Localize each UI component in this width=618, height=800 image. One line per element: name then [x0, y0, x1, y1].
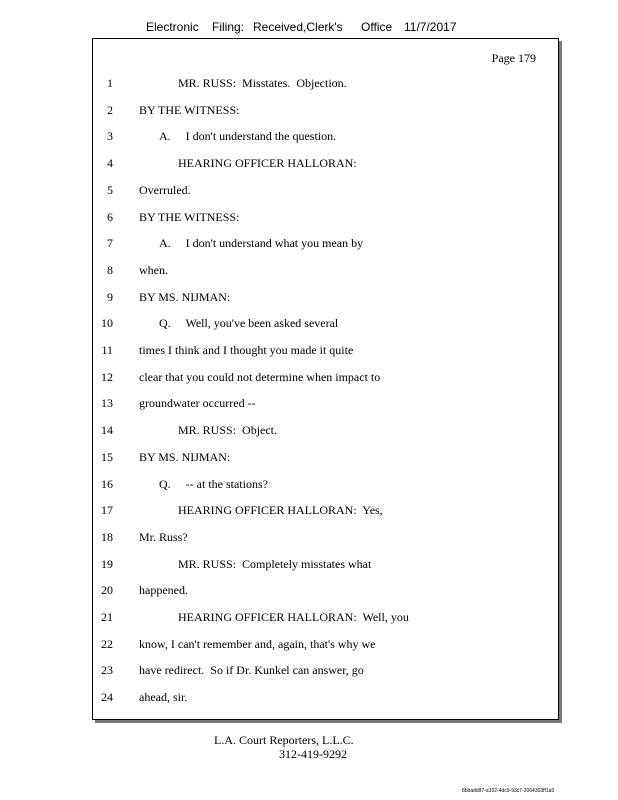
- line-text: ahead, sir.: [139, 690, 188, 705]
- filing-header-date: 11/7/2017: [404, 20, 457, 34]
- line-number: 13: [101, 396, 113, 411]
- line-number: 12: [101, 369, 113, 384]
- filing-header-word: Received,Clerk's: [253, 20, 343, 34]
- line-number: 7: [107, 236, 113, 251]
- line-text: Q. -- at the stations?: [159, 476, 268, 491]
- line-number: 8: [107, 262, 113, 277]
- footer-phone: 312-419-9292: [279, 747, 347, 761]
- line-number: 16: [101, 476, 113, 491]
- line-number: 15: [101, 449, 113, 464]
- line-text: Overruled.: [139, 182, 191, 197]
- line-text: groundwater occurred --: [139, 396, 256, 411]
- line-text: BY MS. NIJMAN:: [139, 289, 231, 304]
- line-text: MR. RUSS: Completely misstates what: [178, 556, 372, 571]
- line-text: HEARING OFFICER HALLORAN: Yes,: [178, 503, 383, 518]
- line-number: 10: [101, 316, 113, 331]
- line-number: 4: [107, 156, 113, 171]
- footer-firm: L.A. Court Reporters, L.L.C.: [214, 733, 354, 747]
- line-number: 19: [101, 556, 113, 571]
- line-text: A. I don't understand the question.: [159, 129, 337, 144]
- line-text: times I think and I thought you made it quite: [139, 343, 354, 357]
- line-text: know, I can't remember and, again, that's why we: [139, 636, 376, 651]
- line-text: HEARING OFFICER HALLORAN: Well, you: [178, 610, 409, 624]
- line-number: 22: [101, 636, 113, 651]
- filing-header-word: Electronic: [146, 20, 199, 34]
- line-text: when.: [139, 262, 168, 277]
- filing-header-word: Office: [361, 20, 393, 34]
- line-text: MR. RUSS: Object.: [178, 423, 278, 438]
- line-number: 3: [107, 129, 113, 144]
- line-text: BY THE WITNESS:: [139, 102, 240, 117]
- line-number: 5: [107, 182, 113, 197]
- line-number: 20: [101, 583, 113, 598]
- line-number: 18: [101, 529, 113, 544]
- line-number: 6: [107, 209, 113, 224]
- line-text: MR. RUSS: Misstates. Objection.: [178, 76, 347, 90]
- line-text: BY THE WITNESS:: [139, 209, 240, 224]
- document-hash: 8bbadd97-a102-4dc9-93c7-2064303ff1a9: [462, 788, 555, 794]
- line-text: HEARING OFFICER HALLORAN:: [178, 156, 357, 171]
- line-text: A. I don't understand what you mean by: [159, 236, 364, 251]
- filing-header-word: Filing:: [212, 20, 245, 34]
- line-text: happened.: [139, 583, 188, 598]
- line-number: 24: [101, 690, 113, 705]
- line-number: 21: [101, 610, 113, 624]
- line-text: clear that you could not determine when impact to: [139, 369, 381, 384]
- line-text: Q. Well, you've been asked several: [159, 316, 339, 331]
- transcript-page: [92, 38, 559, 720]
- filing-header: [146, 20, 457, 34]
- line-text: BY MS. NIJMAN:: [139, 449, 231, 464]
- line-number: 1: [107, 76, 113, 90]
- line-number: 9: [107, 289, 113, 304]
- line-text: Mr. Russ?: [139, 529, 188, 544]
- line-number: 2: [107, 102, 113, 117]
- line-number: 11: [101, 343, 113, 357]
- line-number: 17: [101, 503, 113, 518]
- line-number: 14: [101, 423, 113, 438]
- page-label: Page 179: [491, 51, 536, 65]
- line-number: 23: [101, 663, 113, 678]
- line-text: have redirect. So if Dr. Kunkel can answer, go: [139, 663, 364, 678]
